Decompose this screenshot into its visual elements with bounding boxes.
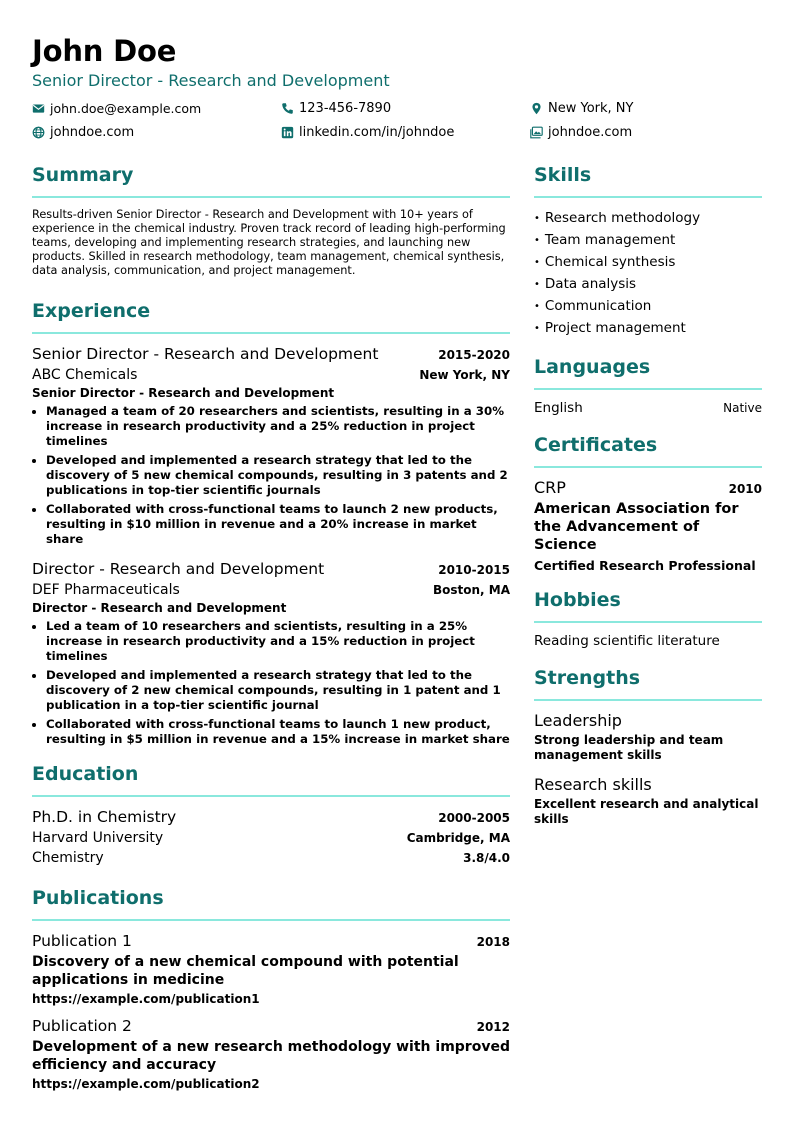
certificates-section — [534, 432, 762, 573]
job-bullet: • Developed and implemented a research strategy that led to the discovery of 5 new chemical compounds, resulting in 3 patents and 2 publications in top-tier scientific journals — [46, 453, 510, 498]
resume-columns — [32, 162, 762, 1101]
portfolio-text: johndoe.com — [548, 124, 633, 140]
publications-heading: Publications — [32, 887, 164, 909]
language-name: English — [534, 400, 583, 416]
skill-item: • Chemical synthesis — [534, 252, 762, 274]
strength-name: Research skills — [534, 775, 652, 794]
languages-section — [534, 354, 762, 416]
certificate-name: CRP — [534, 478, 566, 497]
contact-portfolio[interactable] — [530, 123, 762, 141]
section-divider — [32, 919, 510, 921]
section-divider — [534, 699, 762, 701]
job-bullet: • Led a team of 10 researchers and scientists, resulting in a 25% increase in research productivity and a 15% reduction in project timelines — [46, 619, 510, 664]
globe-icon — [32, 126, 45, 139]
language-level: Native — [723, 401, 762, 415]
contact-location — [530, 99, 762, 117]
website-text: johndoe.com — [50, 124, 135, 140]
skill-item: • Team management — [534, 230, 762, 252]
phone-icon — [281, 102, 294, 115]
strengths-heading: Strengths — [534, 667, 641, 689]
job-title: Director - Research and Development — [32, 560, 325, 578]
contact-info — [32, 99, 762, 141]
contact-email[interactable] — [32, 99, 281, 117]
section-divider — [534, 621, 762, 623]
field-of-study: Chemistry — [32, 850, 104, 866]
skill-item: • Project management — [534, 318, 762, 340]
certificate-issuer: American Association for the Advancement of Science — [534, 501, 739, 553]
hobbies-heading: Hobbies — [534, 589, 621, 611]
certificates-heading: Certificates — [534, 434, 658, 456]
map-pin-icon — [530, 102, 543, 115]
languages-heading: Languages — [534, 356, 651, 378]
summary-section — [32, 162, 510, 278]
education-section — [32, 761, 510, 867]
education-heading: Education — [32, 763, 139, 785]
phone-text: 123-456-7890 — [299, 100, 392, 116]
summary-heading: Summary — [32, 164, 134, 186]
job-company: DEF Pharmaceuticals — [32, 582, 180, 598]
job-entry — [32, 344, 510, 547]
job-bullet: • Collaborated with cross-functional teams to launch 1 new product, resulting in $5 million in revenue and a 15% increase in market share — [46, 717, 510, 747]
publication-year: 2012 — [476, 1020, 510, 1034]
job-bullets — [32, 619, 510, 747]
publication-entry — [32, 931, 510, 1006]
experience-heading: Experience — [32, 300, 151, 322]
email-text: john.doe@example.com — [50, 100, 202, 116]
publication-description: Discovery of a new chemical compound with potential applications in medicine — [32, 954, 459, 988]
job-location: New York, NY — [419, 368, 510, 382]
school-location: Cambridge, MA — [406, 831, 510, 845]
hobby-item: Reading scientific literature — [534, 633, 720, 649]
envelope-icon — [32, 102, 45, 115]
location-text: New York, NY — [548, 100, 634, 116]
publication-year: 2018 — [476, 935, 510, 949]
publication-name: Publication 1 — [32, 932, 132, 950]
contact-linkedin[interactable] — [281, 123, 530, 141]
degree-name: Ph.D. in Chemistry — [32, 808, 177, 826]
section-divider — [32, 196, 510, 198]
publication-name: Publication 2 — [32, 1017, 132, 1035]
section-divider — [534, 466, 762, 468]
contact-website[interactable] — [32, 123, 281, 141]
section-divider — [32, 795, 510, 797]
job-location: Boston, MA — [432, 583, 510, 597]
job-role: Director - Research and Development — [32, 601, 287, 615]
strength-item — [534, 775, 762, 827]
image-gallery-icon — [530, 126, 543, 139]
certificate-full-title: Certified Research Professional — [534, 558, 756, 573]
publication-url[interactable]: https://example.com/publication2 — [32, 1077, 260, 1091]
contact-phone[interactable] — [281, 99, 530, 117]
skill-item: • Communication — [534, 296, 762, 318]
education-dates: 2000-2005 — [438, 811, 510, 825]
section-divider — [534, 196, 762, 198]
strength-description: Strong leadership and team management skills — [534, 733, 724, 762]
job-entry — [32, 559, 510, 747]
publication-entry — [32, 1016, 510, 1091]
skill-item: • Data analysis — [534, 274, 762, 296]
certificate-year: 2010 — [728, 482, 762, 496]
left-column — [32, 162, 510, 1101]
section-divider — [534, 388, 762, 390]
linkedin-icon — [281, 126, 294, 139]
experience-section — [32, 298, 510, 747]
hobbies-section — [534, 587, 762, 649]
job-title: Senior Director - Research and Development — [32, 345, 379, 363]
job-dates: 2010-2015 — [438, 563, 510, 577]
publication-url[interactable]: https://example.com/publication1 — [32, 992, 260, 1006]
skill-item: • Research methodology — [534, 208, 762, 230]
job-bullet: • Managed a team of 20 researchers and scientists, resulting in a 30% increase in research productivity and a 25% reduction in project timelines — [46, 404, 510, 449]
summary-text: Results-driven Senior Director - Research and Development with 10+ years of experience in the chemical industry. Proven track record of leading high-performing teams, developing and implementing research strategies, and launching new products. Skilled in research methodology, team management, chemical synthesis, data analysis, communication, and project management. — [32, 208, 506, 277]
strength-description: Excellent research and analytical skills — [534, 797, 759, 826]
skills-heading: Skills — [534, 164, 592, 186]
job-dates: 2015-2020 — [438, 348, 510, 362]
linkedin-text: linkedin.com/in/johndoe — [299, 124, 455, 140]
skills-section — [534, 162, 762, 340]
job-bullet: • Collaborated with cross-functional teams to launch 2 new products, resulting in $10 million in revenue and a 20% increase in market share — [46, 502, 510, 547]
job-role: Senior Director - Research and Development — [32, 386, 335, 400]
strength-item — [534, 711, 762, 763]
school-name: Harvard University — [32, 830, 164, 846]
strengths-section — [534, 665, 762, 827]
publication-description: Development of a new research methodology with improved efficiency and accuracy — [32, 1039, 510, 1073]
job-bullets — [32, 404, 510, 547]
section-divider — [32, 332, 510, 334]
language-item — [534, 400, 762, 416]
candidate-name: John Doe — [32, 34, 177, 68]
job-company: ABC Chemicals — [32, 367, 138, 383]
strength-name: Leadership — [534, 711, 622, 730]
right-column — [534, 162, 762, 1101]
gpa: 3.8/4.0 — [463, 851, 510, 865]
job-bullet: • Developed and implemented a research strategy that led to the discovery of 2 new chemical compounds, resulting in 1 patent and 1 publication in a top-tier scientific journal — [46, 668, 510, 713]
publications-section — [32, 885, 510, 1091]
candidate-headline: Senior Director - Research and Development — [32, 71, 390, 90]
skills-list — [534, 208, 762, 340]
